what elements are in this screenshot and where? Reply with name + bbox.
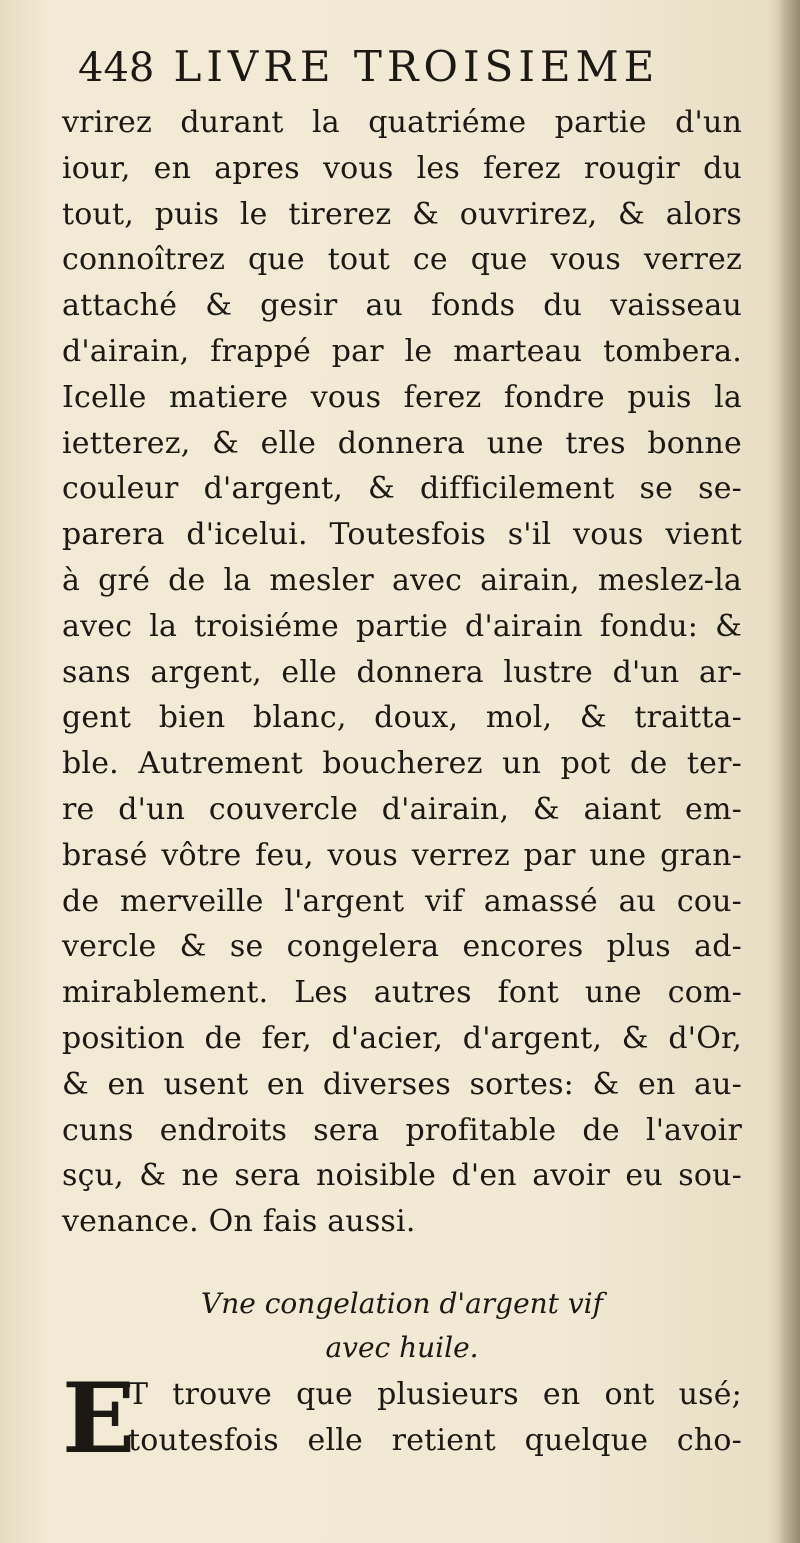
text-line: brasé vôtre feu, vous verrez par une gran-: [62, 837, 742, 873]
running-head: [78, 42, 758, 102]
section-heading: [62, 1282, 742, 1370]
drop-cap: E: [62, 1362, 136, 1475]
running-title: LIVRE TROISIEME: [173, 42, 660, 91]
text-line: sans argent, elle donnera lustre d'un ar-: [62, 654, 742, 690]
text-line: vercle & se congelera encores plus ad-: [62, 929, 742, 965]
text-line: toutesfois elle retient quelque cho-: [128, 1422, 742, 1458]
page-number: 448: [78, 45, 155, 91]
text-line: gent bien blanc, doux, mol, & traitta-: [62, 700, 742, 736]
text-line: à gré de la mesler avec airain, meslez-la: [62, 562, 742, 598]
text-line: connoîtrez que tout ce que vous verrez: [62, 242, 742, 278]
text-line: T trouve que plusieurs en ont usé;: [128, 1377, 742, 1412]
text-line: re d'un couvercle d'airain, & aiant em-: [62, 791, 742, 827]
text-line: de merveille l'argent vif amassé au cou-: [62, 883, 742, 919]
text-line: venance. On fais aussi.: [62, 1204, 416, 1240]
text-line: parera d'icelui. Toutesfois s'il vous vient: [62, 517, 742, 553]
text-line: mirablement. Les autres font une com-: [62, 975, 742, 1011]
text-line: iour, en apres vous les ferez rougir du: [62, 150, 742, 186]
main-paragraph: [62, 100, 742, 1245]
text-line: avec la troisiéme partie d'airain fondu: &: [62, 608, 742, 644]
text-line: couleur d'argent, & difficilement se se-: [62, 471, 742, 507]
text-line: tout, puis le tirerez & ouvrirez, & alors: [62, 196, 742, 232]
text-line: & en usent en diverses sortes: & en au-: [62, 1066, 742, 1102]
text-line: attaché & gesir au fonds du vaisseau: [62, 288, 742, 324]
second-paragraph: [62, 1362, 742, 1475]
text-line: ietterez, & elle donnera une tres bonne: [62, 425, 742, 461]
text-line: sçu, & ne sera noisible d'en avoir eu sou-: [62, 1158, 742, 1194]
text-line: d'airain, frappé par le marteau tombera.: [62, 333, 742, 369]
page-edge-shadow: [778, 0, 800, 1543]
text-line: ble. Autrement boucherez un pot de ter-: [62, 746, 742, 782]
section-heading-line: avec huile.: [325, 1331, 479, 1364]
text-line: position de fer, d'acier, d'argent, & d'Or,: [62, 1020, 742, 1056]
text-line: vrirez durant la quatriéme partie d'un: [62, 105, 742, 140]
text-line: cuns endroits sera profitable de l'avoir: [62, 1112, 742, 1148]
text-line: Icelle matiere vous ferez fondre puis la: [62, 379, 742, 415]
section-heading-line: Vne congelation d'argent vif: [201, 1287, 603, 1320]
